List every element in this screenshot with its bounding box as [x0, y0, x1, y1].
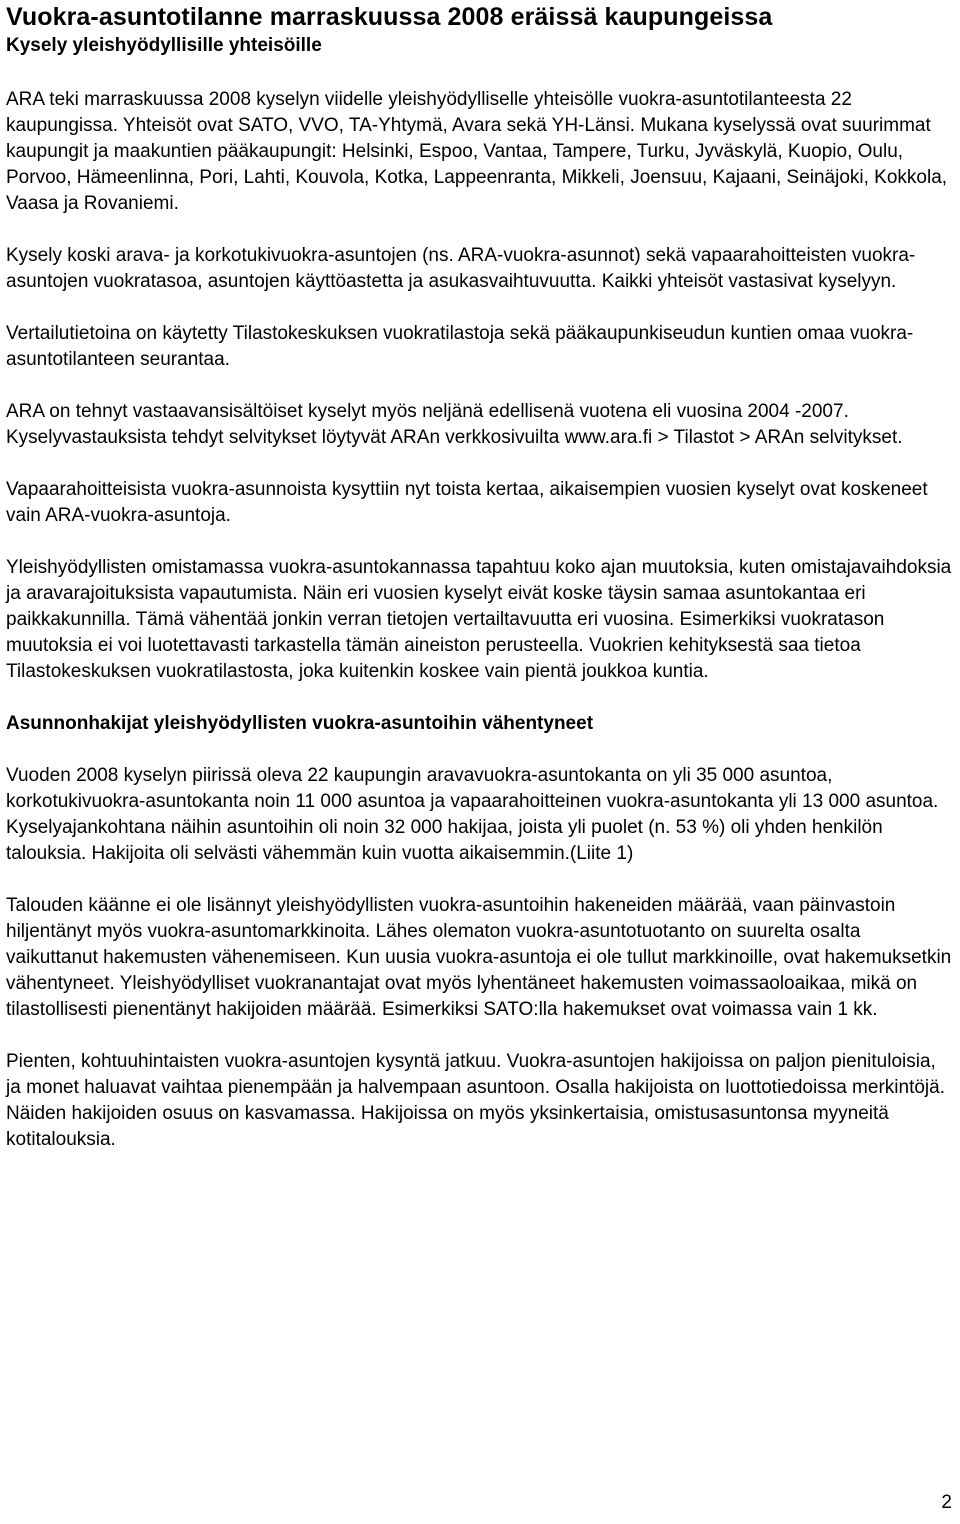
section-heading: Asunnonhakijat yleishyödyllisten vuokra-asuntoihin vähentyneet	[6, 713, 594, 734]
paragraph-previous-surveys: ARA on tehnyt vastaavansisältöiset kyselyt myös neljänä edellisenä vuotena eli vuosina 2004 -2007. Kyselyvastauksista tehdyt selvitykset löytyvät ARAn verkkosivuilta www.ara.fi > Tilastot > ARAn selvitykset.	[6, 401, 903, 448]
paragraph-demand: Pienten, kohtuuhintaisten vuokra-asuntojen kysyntä jatkuu. Vuokra-asuntojen hakijoissa on paljon pienituloisia, ja monet haluavat vaihtaa pienempään ja halvempaan asuntoon. Osalla hakijoista on luottotiedoissa merkintöjä. Näiden hakijoiden osuus on kasvamassa. Hakijoissa on myös yksinkertaisia, omistusasuntonsa myyneitä kotitalouksia.	[6, 1051, 945, 1150]
page-number: 2	[941, 1492, 952, 1513]
paragraph-applicants: Vuoden 2008 kyselyn piirissä oleva 22 kaupungin aravavuokra-asuntokanta on yli 35 000 asuntoa, korkotukivuokra-asuntokanta noin 11 000 asuntoa ja vapaarahoitteinen vuokra-asuntokanta yli 13 000 asuntoa. Kyselyajankohtana näihin asuntoihin oli noin 32 000 hakijaa, joista yli puolet (n. 53 %) oli yhden henkilön talouksia. Hakijoita oli selvästi vähemmän kuin vuotta aikaisemmin.(Liite 1)	[6, 765, 939, 864]
paragraph-free-financed: Vapaarahoitteisista vuokra-asunnoista kysyttiin nyt toista kertaa, aikaisempien vuosien kyselyt ovat koskeneet vain ARA-vuokra-asuntoja.	[6, 479, 928, 526]
paragraph-intro: ARA teki marraskuussa 2008 kyselyn viidelle yleishyödylliselle yhteisölle vuokra-asuntotilanteesta 22 kaupungissa. Yhteisöt ovat SATO, VVO, TA-Yhtymä, Avara sekä YH-Länsi. Mukana kyselyssä ovat suurimmat kaupungit ja maakuntien pääkaupungit: Helsinki, Espoo, Vantaa, Tampere, Turku, Jyväskylä, Kuopio, Oulu, Porvoo, Hämeenlinna, Pori, Lahti, Kouvola, Kotka, Lappeenranta, Mikkeli, Joensuu, Kajaani, Seinäjoki, Kokkola, Vaasa ja Rovaniemi.	[6, 89, 948, 214]
paragraph-stock-changes: Yleishyödyllisten omistamassa vuokra-asuntokannassa tapahtuu koko ajan muutoksia, kuten omistajavaihdoksia ja aravarajoituksista vapautumista. Näin eri vuosien kyselyt eivät koske täysin samaa asuntokantaa eri paikkakunnilla. Tämä vähentää jonkin verran tietojen vertailtavuutta eri vuosina. Esimerkiksi vuokratason muutoksia ei voi luotettavasti tarkastella tämän aineiston perusteella. Vuokrien kehityksestä saa tietoa Tilastokeskuksen vuokratilastosta, joka kuitenkin koskee vain pientä joukkoa kuntia.	[6, 557, 952, 682]
document-page	[6, 0, 952, 1153]
document-subtitle: Kysely yleishyödyllisille yhteisöille	[6, 35, 322, 56]
document-title: Vuokra-asuntotilanne marraskuussa 2008 eräissä kaupungeissa	[6, 3, 773, 31]
paragraph-comparison-data: Vertailutietoina on käytetty Tilastokeskuksen vuokratilastoja sekä pääkaupunkiseudun kuntien omaa vuokra-asuntotilanteen seurantaa.	[6, 323, 914, 370]
paragraph-economy: Talouden käänne ei ole lisännyt yleishyödyllisten vuokra-asuntoihin hakeneiden määrää, vaan päinvastoin hiljentänyt myös vuokra-asuntomarkkinoita. Lähes olematon vuokra-asuntotuotanto on suurelta osalta vaikuttanut hakemusten vähenemiseen. Kun uusia vuokra-asuntoja ei ole tullut markkinoille, ovat hakemuksetkin vähentyneet. Yleishyödylliset vuokranantajat ovat myös lyhentäneet hakemusten voimassaoloaikaa, mikä on tilastollisesti pienentänyt hakijoiden määrää. Esimerkiksi SATO:lla hakemukset ovat voimassa vain 1 kk.	[6, 895, 952, 1020]
paragraph-survey-scope: Kysely koski arava- ja korkotukivuokra-asuntojen (ns. ARA-vuokra-asunnot) sekä vapaarahoitteisten vuokra-asuntojen vuokratasoa, asuntojen käyttöastetta ja asukasvaihtuvuutta. Kaikki yhteisöt vastasivat kyselyyn.	[6, 245, 916, 292]
